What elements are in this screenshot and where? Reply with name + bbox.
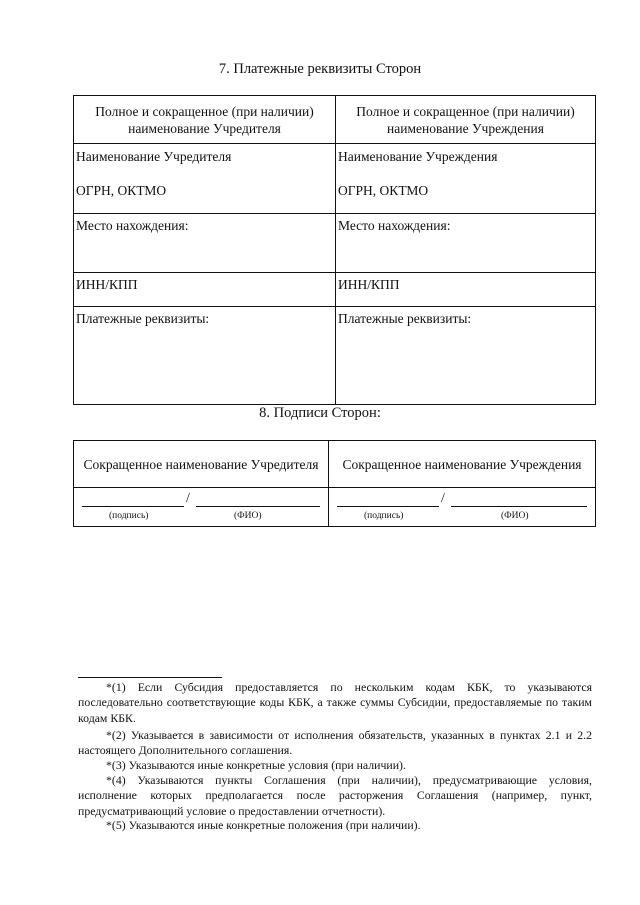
table-header-row xyxy=(74,441,596,488)
table-row xyxy=(74,273,596,307)
institution-address-cell: Место нахождения: xyxy=(336,214,596,273)
signature-separator: / xyxy=(186,491,190,506)
signature-blank xyxy=(337,492,439,507)
name-blank xyxy=(451,492,587,507)
payment-details-table xyxy=(73,95,596,405)
founder-signature-line xyxy=(82,491,320,507)
section-8-title: 8. Подписи Сторон: xyxy=(259,405,381,421)
institution-inn-cell: ИНН/КПП xyxy=(336,273,596,307)
table-row xyxy=(74,214,596,273)
institution-signature-line xyxy=(337,491,587,507)
signature-blank xyxy=(82,492,184,507)
institution-name-cell xyxy=(336,144,596,214)
footnote-1 xyxy=(78,680,592,726)
founder-address-cell: Место нахождения: xyxy=(74,214,336,273)
footnote-1-text: *(1) Если Субсидия предоставляется по нескольким кодам КБК, то указываются последовательно соответствующие коды КБК, а также суммы Субсидии, предоставляемые по таким кодам КБК. xyxy=(78,680,592,725)
signatures-table xyxy=(73,440,596,527)
footnote-separator xyxy=(78,677,222,678)
signature-separator: / xyxy=(441,491,445,506)
footnote-5-text: *(5) Указываются иные конкретные положения (при наличии). xyxy=(106,818,421,832)
footnote-3 xyxy=(78,758,592,773)
institution-codes-label: ОГРН, ОКТМО xyxy=(338,183,429,198)
founder-payment-cell: Платежные реквизиты: xyxy=(74,307,336,405)
footnote-2 xyxy=(78,728,592,759)
footnote-4 xyxy=(78,773,592,819)
founder-inn-cell: ИНН/КПП xyxy=(74,273,336,307)
founder-codes-label: ОГРН, ОКТМО xyxy=(76,183,167,198)
founder-signature-cell xyxy=(74,488,329,527)
institution-short-name-cell: Сокращенное наименование Учреждения xyxy=(329,441,596,488)
founder-short-name-cell: Сокращенное наименование Учредителя xyxy=(74,441,329,488)
institution-payment-cell: Платежные реквизиты: xyxy=(336,307,596,405)
founder-name-cell xyxy=(74,144,336,214)
institution-header-cell: Полное и сокращенное (при наличии) наименование Учреждения xyxy=(336,96,596,144)
signature-caption: (подпись) xyxy=(364,511,404,521)
name-caption: (ФИО) xyxy=(234,511,262,521)
footnote-5 xyxy=(78,818,592,833)
name-caption: (ФИО) xyxy=(501,511,529,521)
founder-name-label: Наименование Учредителя xyxy=(76,149,232,164)
signature-caption: (подпись) xyxy=(109,511,149,521)
footnote-3-text: *(3) Указываются иные конкретные условия (при наличии). xyxy=(106,758,406,772)
institution-name-label: Наименование Учреждения xyxy=(338,149,498,164)
footnote-4-text: *(4) Указываются пункты Соглашения (при наличии), предусматривающие условия, исполнение которых предполагается после расторжения Соглашения (например, пункт, предусматривающий условие о предоставлении отчетности). xyxy=(78,773,592,818)
name-blank xyxy=(196,492,320,507)
founder-header-cell: Полное и сокращенное (при наличии) наименование Учредителя xyxy=(74,96,336,144)
institution-signature-cell xyxy=(329,488,596,527)
table-header-row xyxy=(74,96,596,144)
signature-row xyxy=(74,488,596,527)
footnote-2-text: *(2) Указывается в зависимости от исполнения обязательств, указанных в пунктах 2.1 и 2.2 настоящего Дополнительного соглашения. xyxy=(78,728,592,758)
table-row xyxy=(74,307,596,405)
table-row xyxy=(74,144,596,214)
section-7-title: 7. Платежные реквизиты Сторон xyxy=(218,61,422,77)
